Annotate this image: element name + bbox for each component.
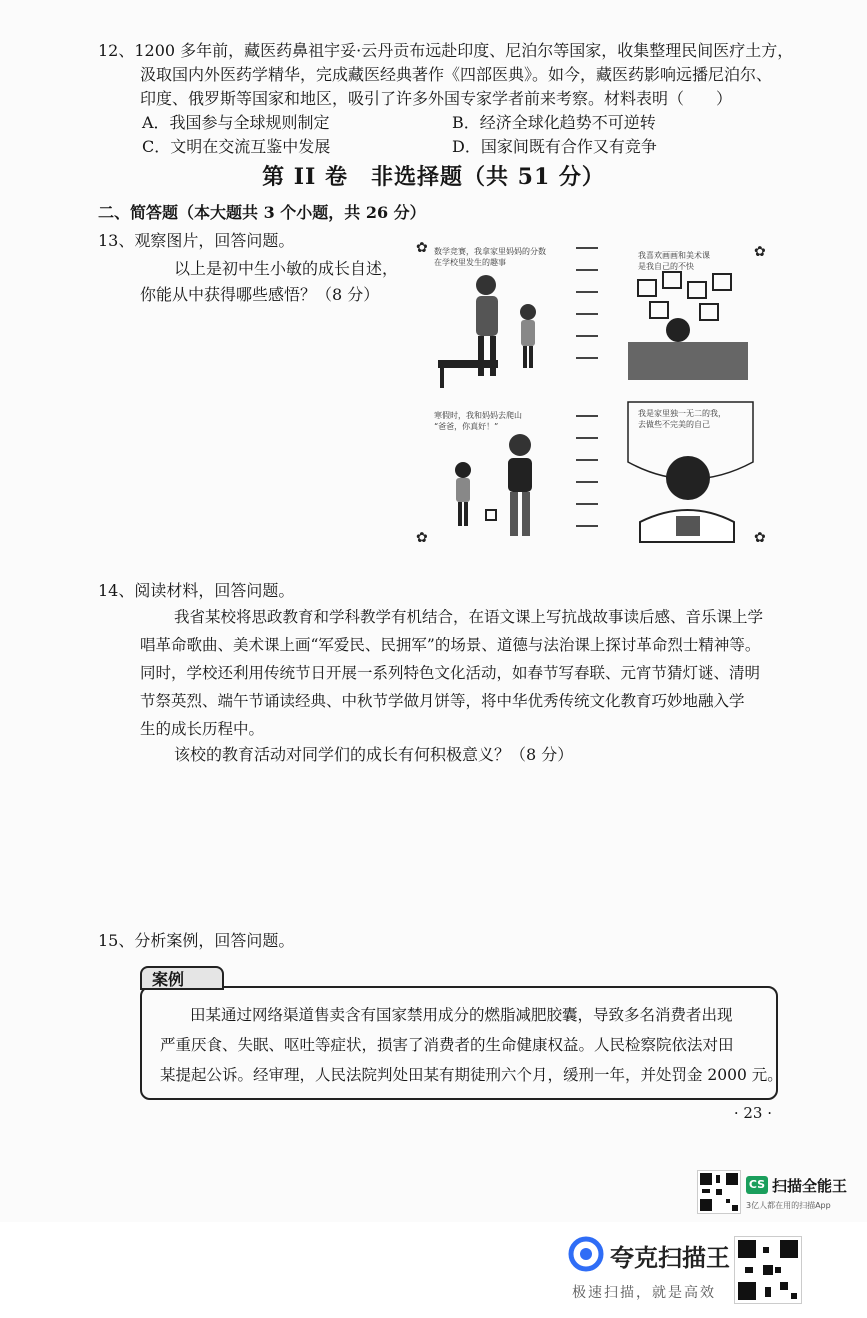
q13-line1: 以上是初中生小敏的成长自述，: [174, 259, 399, 278]
q12-line2: 汲取国内外医药学精华，完成藏医经典著作《四部医典》。如今，藏医药影响远播尼泊尔、: [140, 65, 773, 84]
camscanner-tagline: 3亿人都在用的扫描App: [746, 1201, 831, 1210]
comic-illustration: [388, 230, 776, 550]
q12-option-b: B．经济全球化趋势不可逆转: [452, 113, 656, 132]
q12-line1: 12、1200 多年前，藏医药鼻祖宇妥·云丹贡布远赴印度、尼泊尔等国家，收集整理民间医疗土方，: [98, 41, 794, 60]
quark-qr-code-icon: [734, 1236, 802, 1304]
q12-line3: 印度、俄罗斯等国家和地区，吸引了许多外国专家学者前来考察。材料表明（ ）: [140, 89, 733, 108]
q13-line2: 你能从中获得哪些感悟？（8 分）: [140, 285, 380, 304]
quark-slogan: 极速扫描，就是高效: [572, 1285, 716, 1301]
q13-comic-strip: [388, 230, 776, 550]
q14-line3: 同时，学校还利用传统节日开展一系列特色文化活动，如春节写春联、元宵节猜灯谜、清明: [140, 664, 761, 682]
q14-line1: 我省某校将思政教育和学科教学有机结合，在语文课上写抗战故事读后感、音乐课上学: [174, 608, 764, 626]
q15-heading: 15、分析案例，回答问题。: [98, 931, 295, 950]
case-text: [160, 1000, 783, 1090]
quark-logo-icon: [568, 1236, 604, 1272]
page-number: · 23 ·: [733, 1104, 772, 1122]
q12-option-d: D．国家间既有合作又有竞争: [452, 137, 657, 156]
camscanner-logo-icon: CS: [746, 1176, 768, 1194]
q13-heading: 13、观察图片，回答问题。: [98, 231, 295, 250]
panel-2-caption: 我喜欢画画和美术课 是我自己的不快: [638, 251, 710, 271]
panel-1-drawing: [438, 275, 536, 388]
flower-icon: ✿: [416, 530, 428, 546]
case-tag: 案例: [140, 966, 224, 990]
case-line1: 田某通过网络渠道售卖含有国家禁用成分的燃脂减肥胶囊，导致多名消费者出现: [190, 1006, 733, 1024]
flower-icon: ✿: [754, 244, 766, 260]
q14-line4: 节祭英烈、端午节诵读经典、中秋节学做月饼等，将中华优秀传统文化教育巧妙地融入学: [140, 692, 745, 710]
flower-icon: ✿: [754, 530, 766, 546]
qr-code-icon: [697, 1170, 741, 1214]
panel-2-drawing: [628, 272, 748, 380]
chain-links: [576, 248, 598, 526]
panel-3-drawing: [455, 434, 532, 536]
q14-question: 该校的教育活动对同学们的成长有何积极意义？（8 分）: [174, 745, 574, 764]
panel-3-caption: 寒假时，我和妈妈去爬山 “爸爸，你真好！”: [434, 411, 522, 431]
quark-app-name: 夸克扫描王: [610, 1244, 730, 1272]
q12-option-c: C．文明在交流互鉴中发展: [142, 137, 331, 156]
q14-line5: 生的成长历程中。: [140, 720, 265, 738]
q12-option-a: A．我国参与全球规则制定: [142, 113, 330, 132]
case-line2: 严重厌食、失眠、呕吐等症状，损害了消费者的生命健康权益。人民检察院依法对田: [160, 1036, 734, 1054]
flower-icon: ✿: [416, 240, 428, 256]
section-part-heading: 二、简答题（本大题共 3 个小题，共 26 分）: [98, 203, 426, 222]
panel-1-caption: 数学竞赛，我拿家里妈妈的分数 在学校里发生的趣事: [434, 247, 546, 267]
camscanner-name: 扫描全能王: [772, 1177, 848, 1195]
panel-4-caption: 我是家里独一无二的我， 去做些不完美的自己: [638, 409, 726, 429]
section-title: 第 II 卷 非选择题（共 51 分）: [262, 164, 605, 190]
case-line3: 某提起公诉。经审理，人民法院判处田某有期徒刑六个月，缓刑一年，并处罚金 2000 元。: [160, 1066, 783, 1084]
q14-heading: 14、阅读材料，回答问题。: [98, 581, 295, 600]
q14-line2: 唱革命歌曲、美术课上画“军爱民、民拥军”的场景、道德与法治课上探讨革命烈士精神等。: [140, 636, 761, 654]
